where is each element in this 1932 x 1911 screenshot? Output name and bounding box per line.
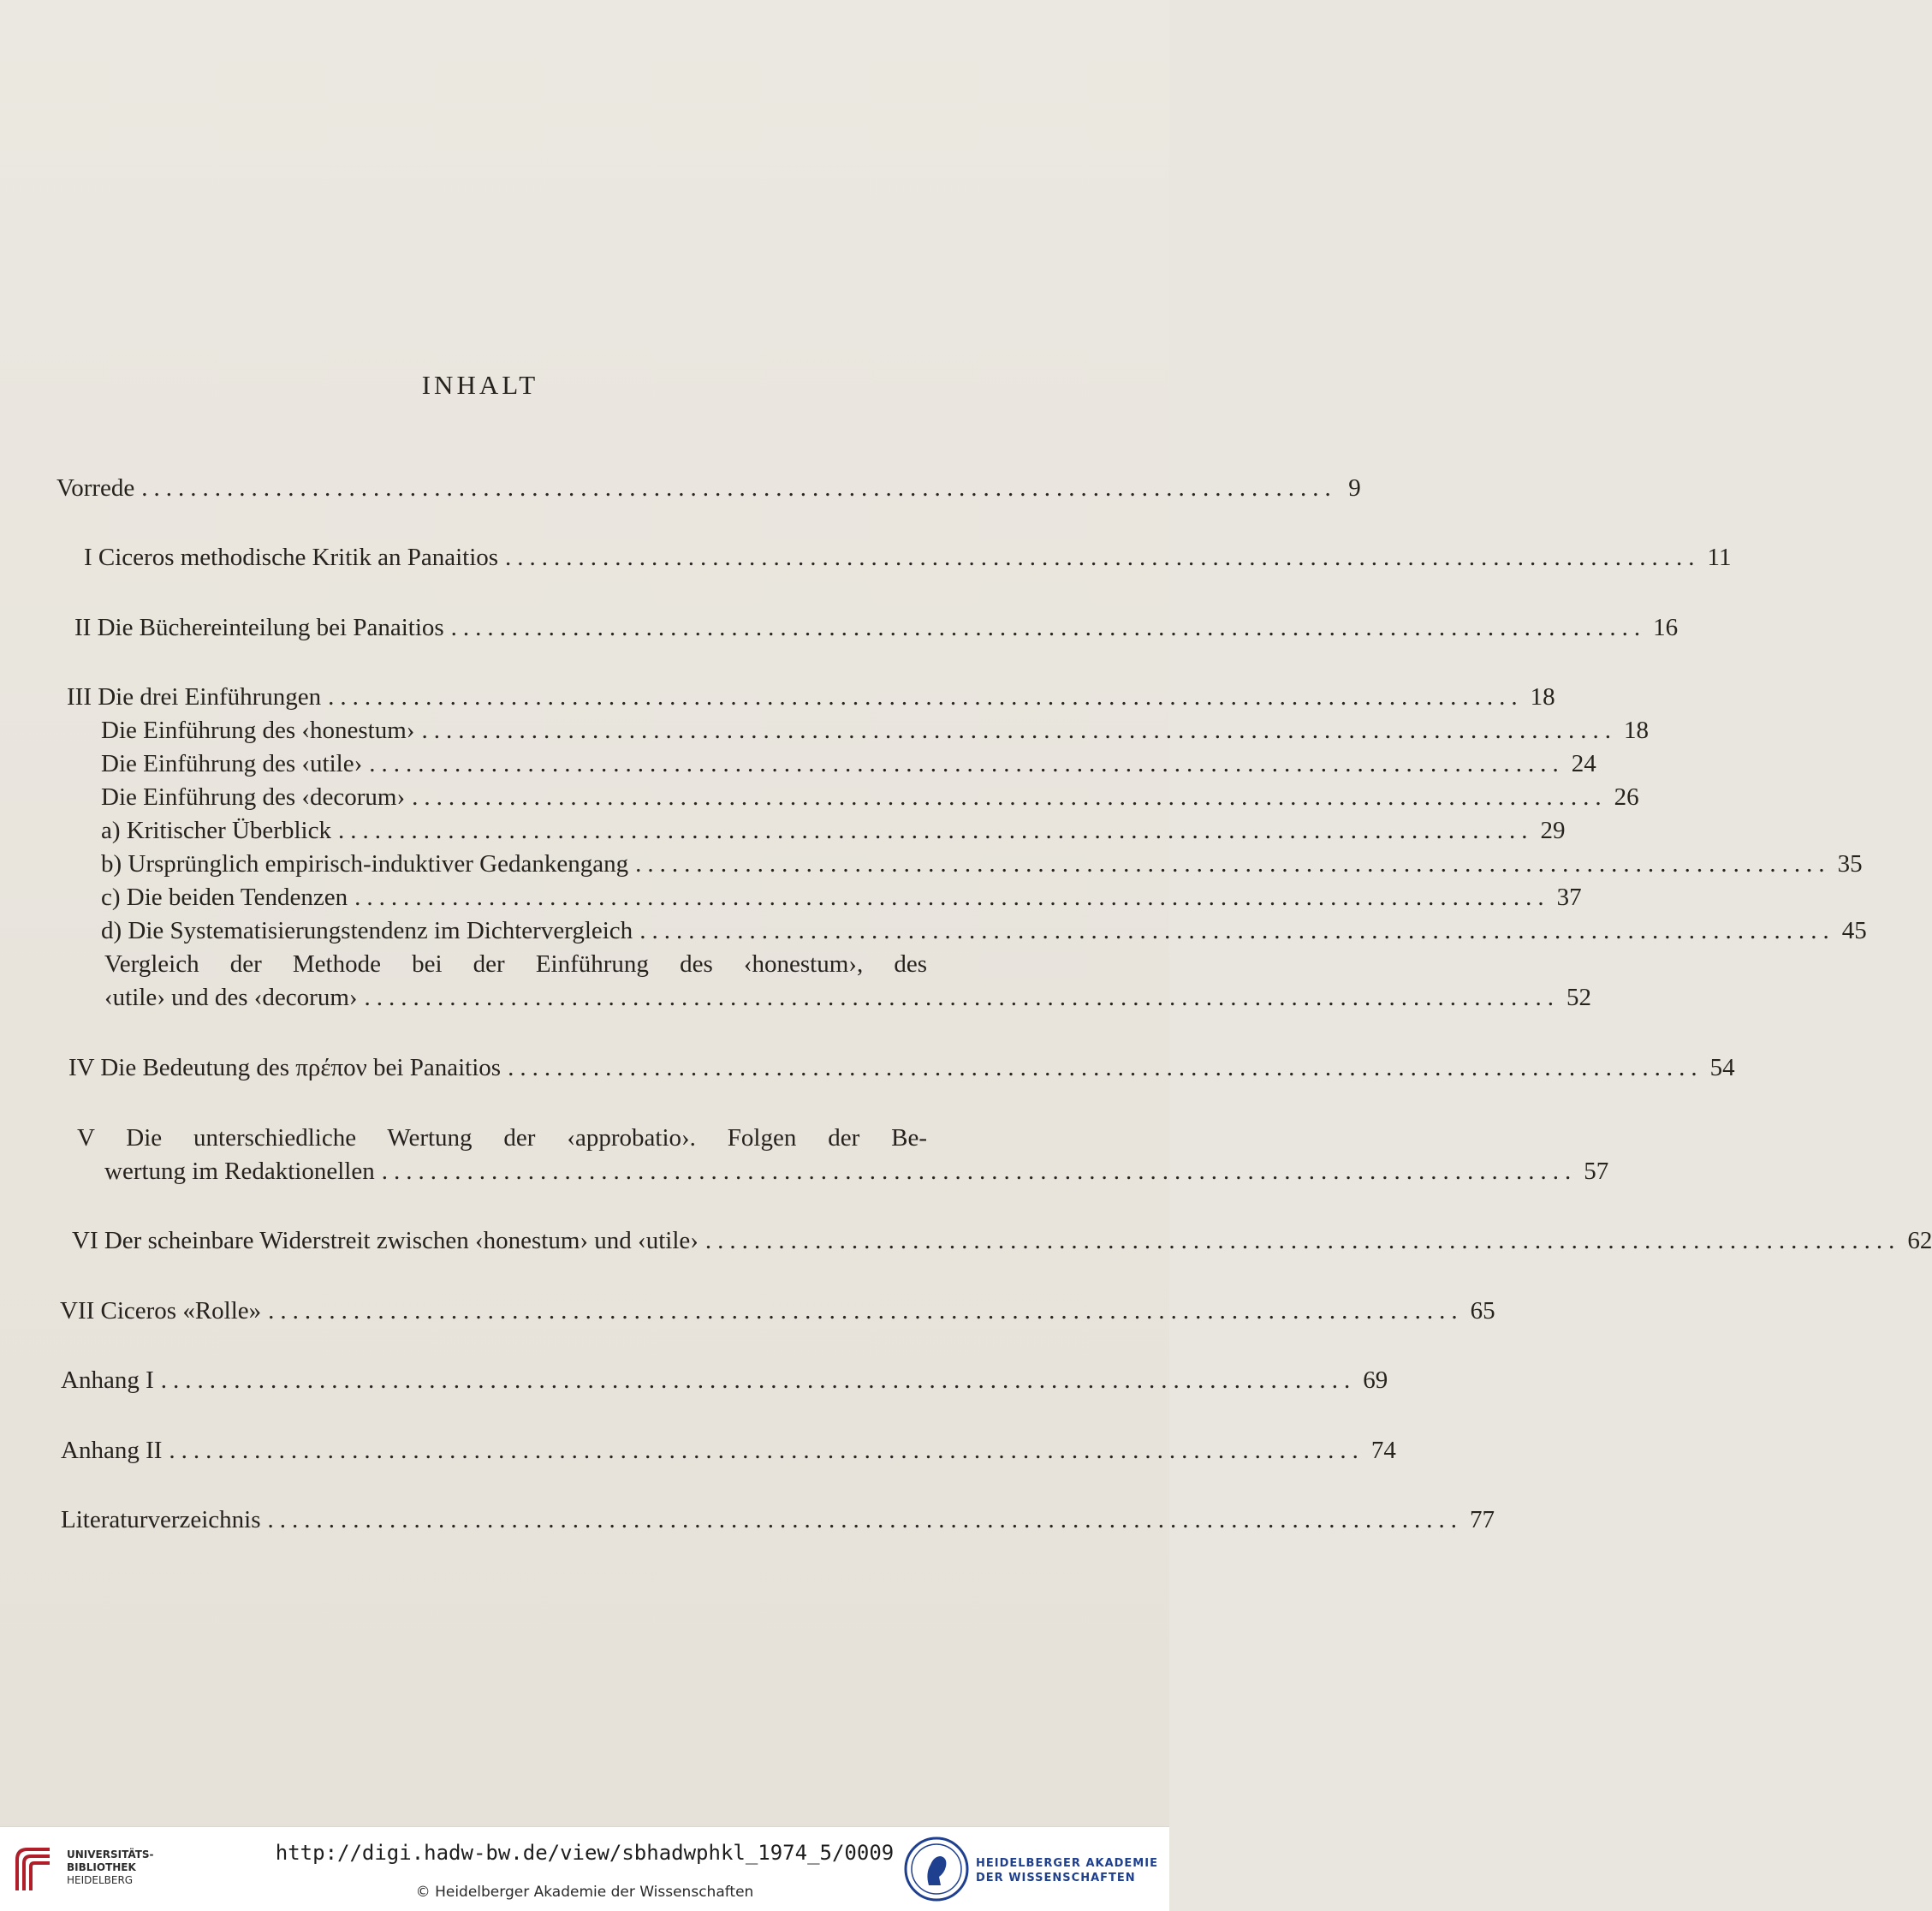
toc-page-number: 37	[1556, 884, 1582, 911]
toc-entry-vergleich[interactable]	[104, 981, 1592, 1014]
library-name-line: HEIDELBERG	[67, 1874, 134, 1886]
toc-label: VII Ciceros «Rolle»	[60, 1297, 262, 1325]
toc-entry-chapter-5-line1: V Die unterschiedliche Wertung der ‹approbatio›. Folgen der Be-	[77, 1124, 927, 1152]
toc-leader-dots: ..................................................................................................	[141, 474, 1337, 502]
toc-page-number: 35	[1837, 850, 1863, 878]
toc-entry-ueberblick[interactable]	[101, 814, 1566, 847]
toc-entry-chapter-7[interactable]	[60, 1295, 1495, 1327]
toc-label: wertung im Redaktionellen	[104, 1158, 375, 1185]
toc-page-number: 65	[1470, 1297, 1495, 1325]
library-name-line: BIBLIOTHEK	[67, 1861, 136, 1873]
toc-leader-dots: ..................................................................................................	[505, 544, 1701, 571]
academy-seal-icon	[903, 1836, 970, 1902]
toc-label: Die Einführung des ‹decorum›	[101, 783, 406, 811]
toc-entry-chapter-2[interactable]	[74, 611, 1679, 644]
toc-leader-dots: ..................................................................................................	[508, 1054, 1703, 1081]
toc-entry-anhang-2[interactable]	[61, 1434, 1396, 1467]
toc-label: Die Einführung des ‹utile›	[101, 750, 363, 777]
toc-label: ‹utile› und des ‹decorum›	[104, 984, 358, 1011]
toc-leader-dots: ..................................................................................................	[635, 850, 1831, 878]
toc-leader-dots: ..................................................................................................	[337, 817, 1534, 844]
toc-page-number: 62	[1907, 1227, 1932, 1254]
toc-label: I Ciceros methodische Kritik an Panaitios	[84, 544, 499, 571]
toc-entry-anhang-1[interactable]	[61, 1364, 1388, 1396]
toc-page-number: 11	[1707, 544, 1732, 571]
toc-leader-dots: ..................................................................................................	[704, 1227, 1901, 1254]
toc-label: b) Ursprünglich empirisch-induktiver Gedankengang	[101, 850, 629, 878]
toc-page-number: 69	[1363, 1366, 1388, 1394]
toc-label: c) Die beiden Tendenzen	[101, 884, 348, 911]
toc-leader-dots: ..................................................................................................	[364, 984, 1560, 1011]
viewer-footer	[0, 1826, 1169, 1911]
toc-entry-chapter-5[interactable]	[104, 1155, 1609, 1188]
toc-leader-dots: ..................................................................................................	[369, 750, 1565, 777]
toc-leader-dots: ..................................................................................................	[328, 683, 1524, 711]
toc-page-number: 16	[1653, 614, 1679, 641]
toc-leader-dots: ..................................................................................................	[267, 1506, 1463, 1533]
toc-leader-dots: ..................................................................................................	[639, 917, 1835, 944]
academy-name	[976, 1856, 1158, 1885]
toc-page-number: 26	[1614, 783, 1639, 811]
toc-label: IV Die Bedeutung des πρέπον bei Panaitios	[68, 1054, 502, 1081]
toc-label: Die Einführung des ‹honestum›	[101, 717, 415, 744]
toc-entry-chapter-6[interactable]	[72, 1224, 1932, 1257]
toc-page-number: 24	[1571, 750, 1596, 777]
toc-page-number: 52	[1566, 984, 1592, 1011]
toc-entry-chapter-1[interactable]	[84, 541, 1732, 574]
copyright-notice: © Heidelberger Akademie der Wissenschaften	[415, 1884, 754, 1901]
toc-label: III Die drei Einführungen	[67, 683, 322, 711]
show-through-texture	[68, 257, 924, 289]
toc-page-number: 77	[1470, 1506, 1495, 1533]
toc-page-number: 74	[1370, 1437, 1396, 1464]
toc-entry-vorrede[interactable]	[56, 472, 1361, 504]
toc-leader-dots: ..................................................................................................	[412, 783, 1608, 811]
toc-entry-decorum[interactable]	[101, 781, 1639, 813]
toc-entry-honestum[interactable]	[101, 714, 1649, 747]
toc-page-number: 29	[1540, 817, 1566, 844]
toc-label: a) Kritischer Überblick	[101, 817, 331, 844]
toc-leader-dots: ..................................................................................................	[169, 1437, 1364, 1464]
toc-label: Vorrede	[56, 474, 135, 502]
toc-page-number: 54	[1709, 1054, 1735, 1081]
library-name-line: UNIVERSITÄTS-	[67, 1848, 154, 1860]
toc-leader-dots: ..................................................................................................	[354, 884, 1550, 911]
toc-entry-gedankengang[interactable]	[101, 848, 1863, 880]
toc-page-number: 57	[1584, 1158, 1609, 1185]
page-title: INHALT	[421, 370, 539, 400]
toc-entry-vergleich-line1: Vergleich der Methode bei der Einführung des ‹honestum›, des	[104, 950, 927, 978]
toc-page-number: 18	[1623, 717, 1649, 744]
toc-label: Literaturverzeichnis	[61, 1506, 261, 1533]
toc-page-number: 9	[1348, 474, 1361, 502]
toc-leader-dots: ..................................................................................................	[421, 717, 1617, 744]
toc-leader-dots: ..................................................................................................	[268, 1297, 1464, 1325]
academy-name-line: DER WISSENSCHAFTEN	[976, 1872, 1136, 1884]
toc-leader-dots: ..................................................................................................	[381, 1158, 1578, 1185]
toc-label: VI Der scheinbare Widerstreit zwischen ‹honestum› und ‹utile›	[72, 1227, 698, 1254]
toc-entry-tendenzen[interactable]	[101, 881, 1582, 914]
academy-name-line: HEIDELBERGER AKADEMIE	[976, 1857, 1158, 1870]
toc-entry-dichtervergleich[interactable]	[101, 914, 1867, 947]
toc-label: II Die Büchereinteilung bei Panaitios	[74, 614, 444, 641]
toc-entry-chapter-3[interactable]	[67, 681, 1555, 713]
toc-leader-dots: ..................................................................................................	[160, 1366, 1357, 1394]
toc-entry-utile[interactable]	[101, 747, 1596, 780]
toc-leader-dots: ..................................................................................................	[450, 614, 1647, 641]
toc-label: Anhang II	[61, 1437, 163, 1464]
toc-label: Anhang I	[61, 1366, 154, 1394]
toc-label: d) Die Systematisierungstendenz im Dichtervergleich	[101, 917, 633, 944]
toc-entry-literatur[interactable]	[61, 1503, 1495, 1536]
toc-page-number: 18	[1530, 683, 1555, 711]
toc-entry-chapter-4[interactable]	[68, 1051, 1735, 1084]
page-url-link[interactable]: http://digi.hadw-bw.de/view/sbhadwphkl_1974_5/0009	[275, 1841, 895, 1865]
toc-page-number: 45	[1841, 917, 1867, 944]
